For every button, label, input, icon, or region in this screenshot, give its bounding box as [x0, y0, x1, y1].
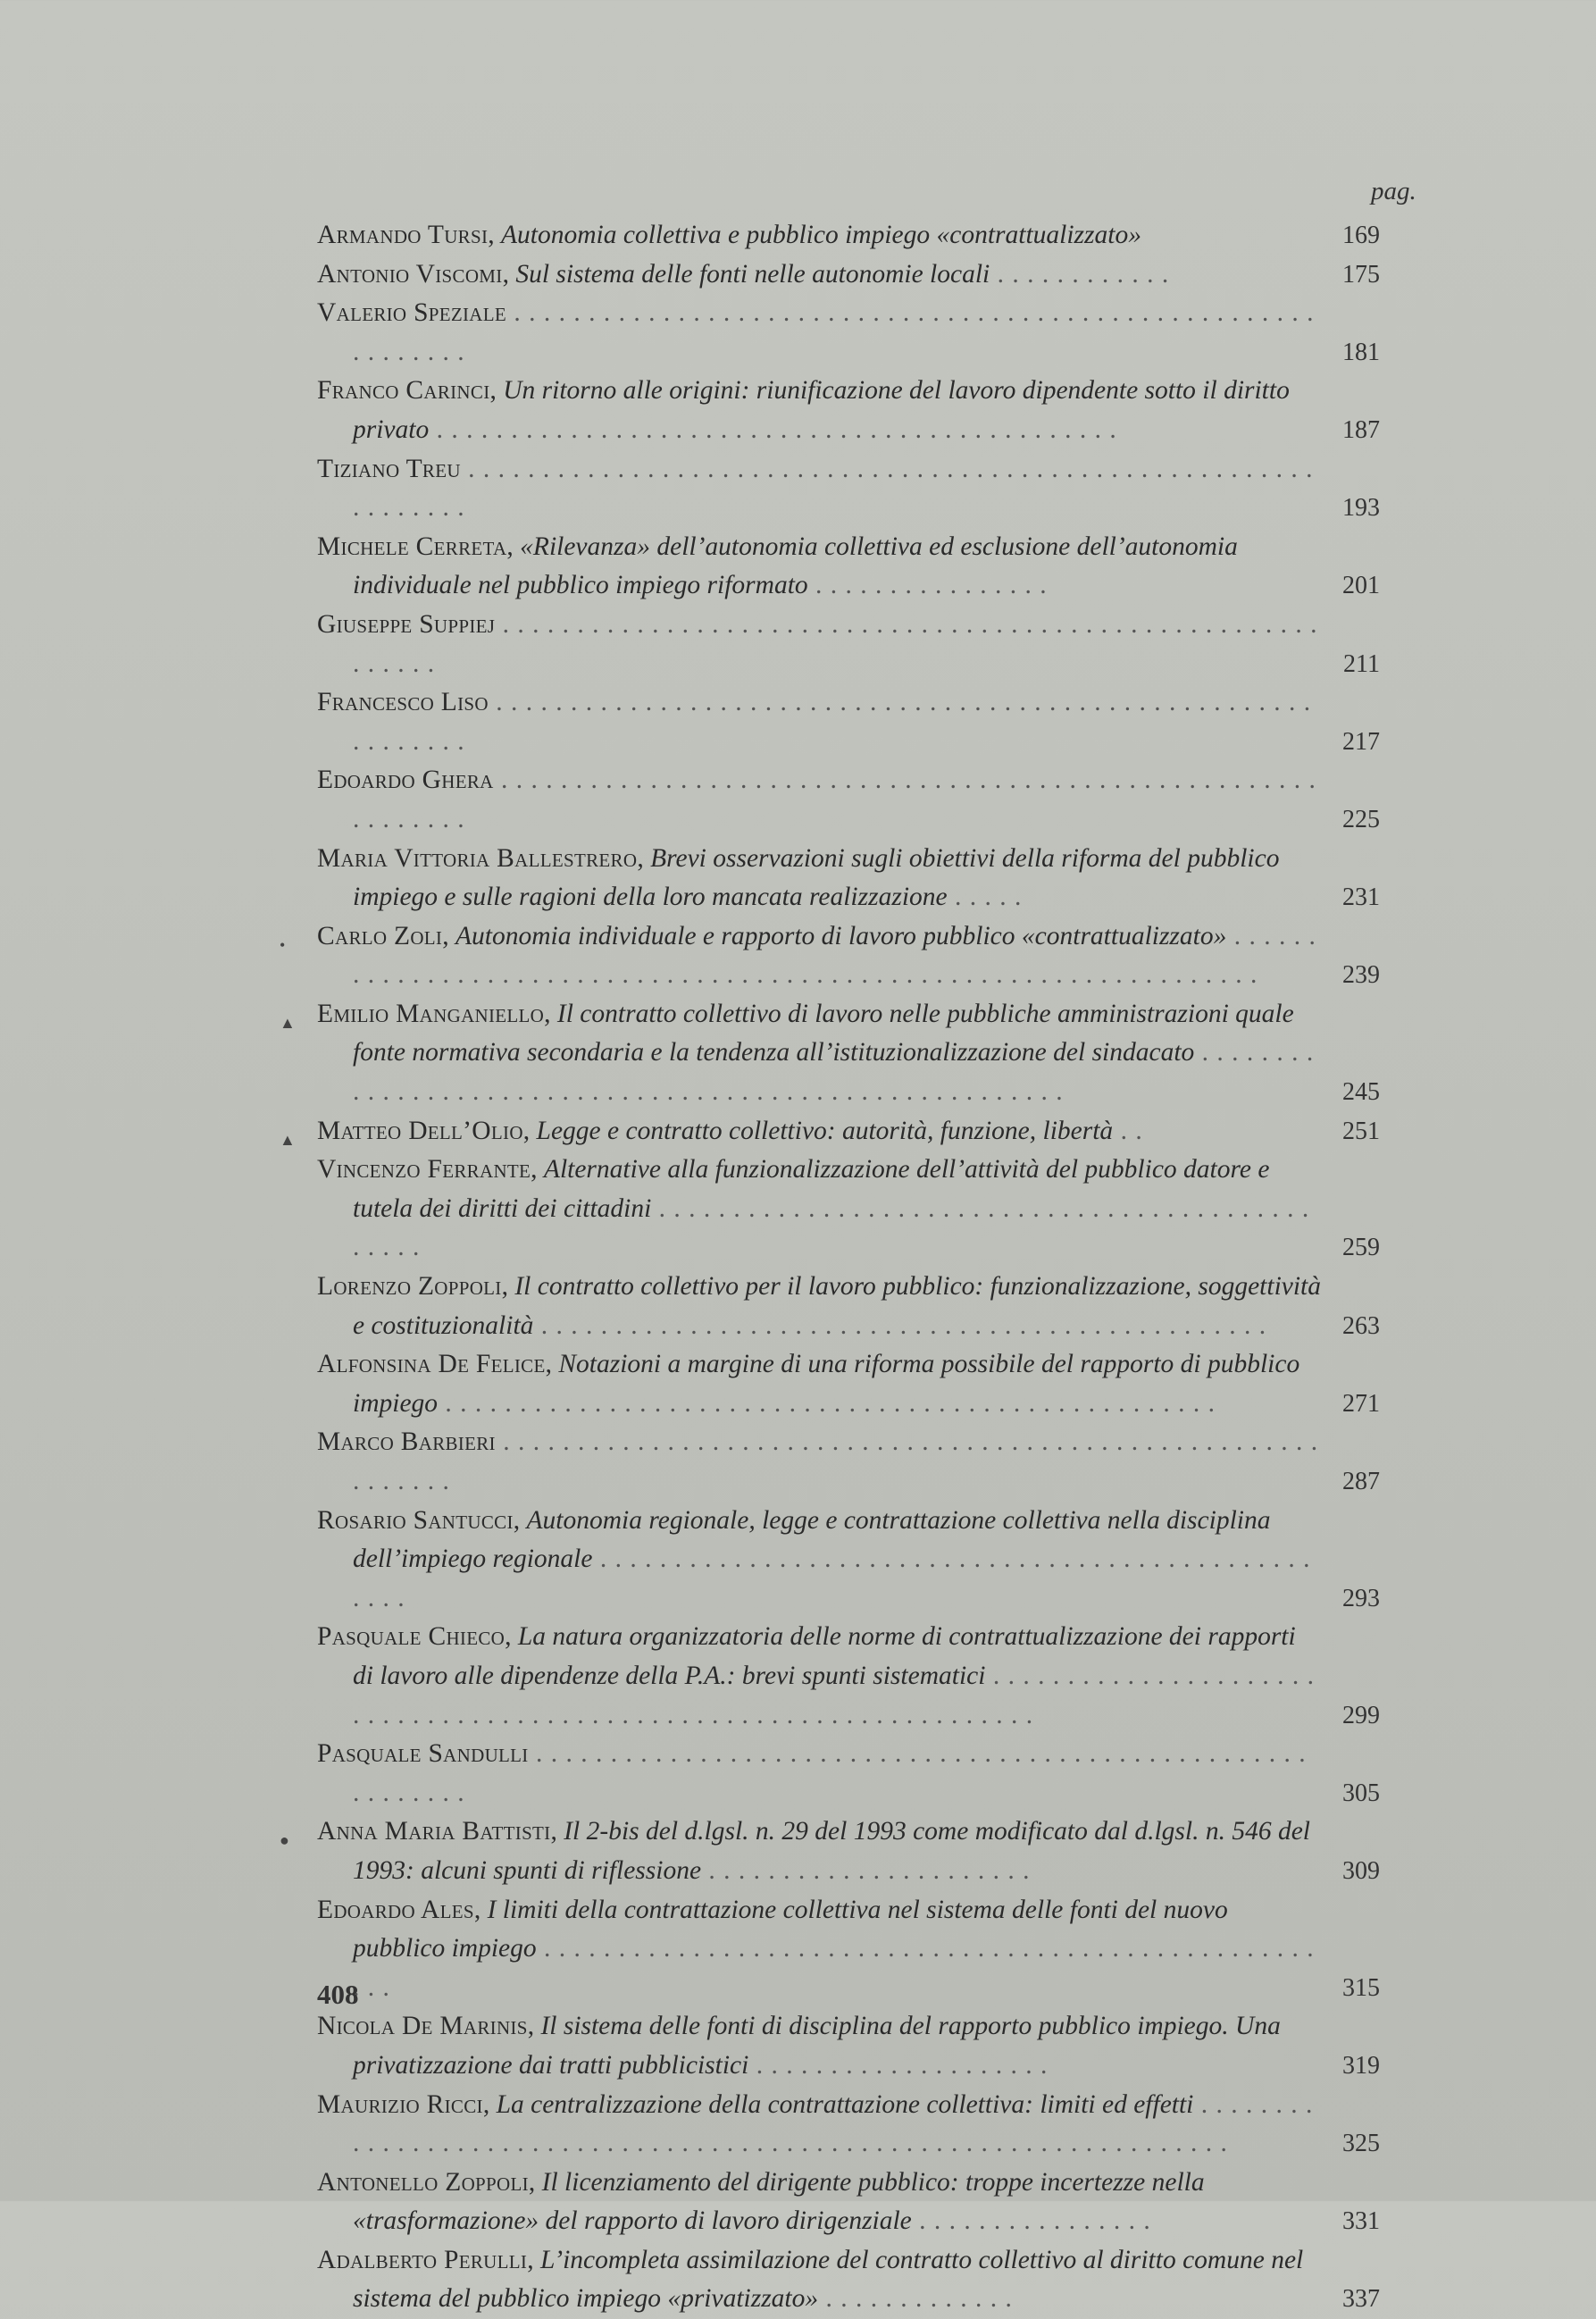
entry-page-number: 175 — [1342, 260, 1380, 289]
entry-separator: , — [528, 2167, 542, 2197]
leader-dots: . . . . . . . . . . . . . . . . . . . . . . . . . . . . . . . . . . . . . . . . . . . . . . . . . . . . . . . . — [353, 1038, 1315, 1107]
entry-separator: , — [489, 376, 504, 406]
entry-author: Antonello Zoppoli — [317, 2167, 529, 2197]
leader-dots: . . . . . . . . . . . . . . . . . . . . . . . . . . . . . . . . . . . . . . . . . . . . . . . . . . . . — [438, 1388, 1216, 1418]
toc-entry — [280, 995, 1380, 1112]
entry-author: Anna Maria Battisti — [317, 1817, 551, 1846]
entry-author: Edoardo Ghera — [317, 766, 494, 795]
toc-entry — [317, 606, 1380, 683]
entry-page-number: 201 — [1342, 572, 1380, 600]
leader-dots: . . — [1113, 1116, 1143, 1145]
toc-entry — [280, 1813, 1380, 1890]
leader-dots: . . . . . . . . . . . . . . . . . . . . . . . . . . . . . . . . . . . . . . . . . . . . . . . . . . . . . . . . . . . . . — [353, 609, 1318, 678]
entry-author: Francesco Liso — [317, 688, 489, 717]
entry-title: Il contratto collettivo per il lavoro pubblico: funzionalizzazione, soggettività e costituzionalità — [353, 1272, 1322, 1340]
entry-title: La centralizzazione della contrattazione collettiva: limiti ed effetti — [496, 2089, 1194, 2119]
entry-page-number: 169 — [1342, 222, 1380, 249]
leader-dots: . . . . . . . . . . . . . . . . — [911, 2206, 1151, 2236]
entry-page-number: 319 — [1342, 2051, 1380, 2080]
leader-dots: . . . . . . . . . . . . . . . . . . . . — [748, 2050, 1049, 2080]
leader-dots: . . . . . . . . . . . . . . . . . . . . . . . . . . . . . . . . . . . . . . . . . . . . . . . . . . . . . . . . . . . . . . — [353, 298, 1315, 366]
entry-separator: , — [442, 921, 455, 950]
entry-author: Franco Carinci — [317, 376, 490, 406]
leader-dots: . . . . . . . . . . . . . . . . . . . . . . . . . . . . . . . . . . . . . . . . . . . . . . . . . . . . — [353, 1545, 1311, 1612]
entry-page-number: 309 — [1342, 1856, 1380, 1885]
entry-title: Il contratto collettivo di lavoro nelle pubbliche amministrazioni quale fonte normativa secondaria e la tendenza all’istituzionalizzazione del sindacato — [353, 999, 1294, 1067]
entry-title: «Rilevanza» dell’autonomia collettiva ed esclusione dell’autonomia individuale nel pubblico impiego riformato — [353, 532, 1238, 600]
leader-dots: . . . . . . . . . . . . . . . . . . . . . . . . . . . . . . . . . . . . . . . . . . . . . . . . . . . . . . . . . . . . . . . — [353, 766, 1316, 833]
leader-dots: . . . . . . . . . . . . . . . . . . . . . . . . . . . . . . . . . . . . . . . . . . . . . . . . . . . . . . . . . . . . . . — [353, 1427, 1319, 1495]
entry-author: Michele Cerreta — [317, 532, 507, 561]
entry-separator: , — [505, 1622, 518, 1652]
entry-page-number: 181 — [1342, 338, 1380, 366]
entry-separator: , — [506, 532, 521, 561]
entry-title: La natura organizzatoria delle norme di contrattualizzazione dei rapporti di lavoro alle dipendenze della P.A.: brevi spunti sistematici — [353, 1622, 1296, 1690]
entry-page-number: 211 — [1343, 649, 1380, 678]
leader-dots: . . . . . . . . . . . . . . . . . . . . . . . . . . . . . . . . . . . . . . . . . . . . . . . . . — [353, 1193, 1310, 1262]
leader-dots: . . . . . . . . . . . . . . . . . . . . . . — [701, 1855, 1031, 1885]
entry-author: Matteo Dell’Olio — [317, 1116, 523, 1145]
toc-entry — [280, 1112, 1380, 1151]
entry-separator: , — [488, 221, 502, 249]
page-column-label: pag. — [1371, 177, 1416, 205]
toc-entry — [317, 1151, 1380, 1268]
entry-page-number: 225 — [1342, 805, 1380, 833]
entry-author: Tiziano Treu — [317, 454, 461, 483]
entry-title: Autonomia regionale, legge e contrattazione collettiva nella disciplina dell’impiego regionale — [353, 1505, 1271, 1574]
entry-author: Valerio Speziale — [317, 298, 507, 328]
entry-author: Rosario Santucci — [317, 1505, 514, 1535]
leader-dots: . . . . . . . . . . . . . . . . . . . . . . . . . . . . . . . . . . . . . . . . . . . . . . . . . . . . . . . — [353, 1934, 1315, 2002]
toc-entry — [317, 1268, 1380, 1345]
entry-author: Pasquale Sandulli — [317, 1739, 529, 1769]
toc-entry — [317, 294, 1380, 372]
leader-dots: . . . . . . . . . . . . . . . . . . . . . . . . . . . . . . . . . . . . . . . . . . . . . . . . . . . . . . . . . . . . . . . . . . . . — [353, 1661, 1315, 1729]
entry-page-number: 299 — [1342, 1701, 1380, 1729]
entry-page-number: 271 — [1342, 1389, 1380, 1418]
entry-title: Legge e contratto collettivo: autorità, funzione, libertà — [536, 1116, 1114, 1145]
entry-separator: , — [513, 1505, 527, 1535]
entry-page-number: 231 — [1342, 883, 1380, 912]
toc-entry — [317, 216, 1380, 255]
toc-entry — [317, 761, 1380, 839]
entry-page-number: 305 — [1342, 1779, 1380, 1807]
entry-author: Emilio Manganiello — [317, 999, 545, 1028]
entry-title: Il sistema delle fonti di disciplina del rapporto pubblico impiego. Una privatizzazione dai tratti pubblicistici — [353, 2012, 1281, 2080]
leader-dots: . . . . . . . . . . . . . . . . . . . . . . . . . . . . . . . . . . . . . . . . . . . . . . — [429, 414, 1117, 444]
entry-page-number: 259 — [1342, 1234, 1380, 1262]
toc-entry — [317, 2086, 1380, 2164]
toc-entry — [317, 840, 1380, 917]
leader-dots: . . . . . . . . . . . . . . . . . . . . . . . . . . . . . . . . . . . . . . . . . . . . . . . . . . . . . . . . . . . . . . . — [353, 688, 1312, 756]
entry-title: Notazioni a margine di una riforma possibile del rapporto di pubblico impiego — [353, 1350, 1300, 1418]
leader-dots: . . . . . . . . . . . . . . . . . . . . . . . . . . . . . . . . . . . . . . . . . . . . . . . . . . . . . . . . . . . . . . . . . — [353, 454, 1314, 523]
entry-author: Nicola De Marinis — [317, 2012, 528, 2041]
entry-page-number: 325 — [1342, 2130, 1380, 2158]
toc-entry — [317, 2007, 1380, 2085]
toc-entry — [317, 1345, 1380, 1423]
toc-entry — [317, 1891, 1380, 2008]
toc-entry — [317, 1618, 1380, 1735]
entry-title: Autonomia collettiva e pubblico impiego «contrattualizzato» — [501, 221, 1141, 249]
entry-author: Lorenzo Zoppoli — [317, 1272, 502, 1302]
entry-page-number: 239 — [1342, 961, 1380, 990]
toc-entry — [317, 1735, 1380, 1813]
entry-title: L’incompleta assimilazione del contratto collettivo al diritto comune nel sistema del pubblico impiego «privatizzato» — [353, 2245, 1304, 2314]
leader-dots: . . . . . — [947, 883, 1023, 912]
toc-entry — [317, 528, 1380, 606]
entry-separator: , — [545, 1350, 559, 1379]
entry-author: Pasquale Chieco — [317, 1622, 506, 1652]
entry-author: Alfonsina De Felice — [317, 1350, 546, 1379]
toc-entry — [280, 917, 1380, 995]
leader-dots: . . . . . . . . . . . . . . . . . . . . . . . . . . . . . . . . . . . . . . . . . . . . . . . . . . . . . . . . . . . . . . . . . . . — [353, 921, 1316, 990]
leader-dots: . . . . . . . . . . . . . . . . . . . . . . . . . . . . . . . . . . . . . . . . . . . . . . . . . — [533, 1310, 1267, 1340]
entry-page-number: 315 — [1342, 1973, 1380, 2002]
entry-separator: , — [522, 1116, 537, 1145]
toc-entry — [317, 1423, 1380, 1501]
entry-title: Sul sistema delle fonti nelle autonomie locali — [515, 259, 990, 289]
entry-separator: , — [550, 1817, 564, 1846]
leader-dots: . . . . . . . . . . . . . . . . — [807, 571, 1048, 600]
entry-page-number: 287 — [1342, 1468, 1380, 1495]
leader-dots: . . . . . . . . . . . . . . . . . . . . . . . . . . . . . . . . . . . . . . . . . . . . . . . . . . . . . . . . . . . . — [353, 1739, 1307, 1807]
entry-title: Il 2-bis del d.lgsl. n. 29 del 1993 come modificato dal d.lgsl. n. 546 del 1993: alcuni spunti di riflessione — [353, 1817, 1310, 1885]
entry-author: Giuseppe Suppiej — [317, 609, 496, 639]
entry-title: Un ritorno alle origini: riunificazione del lavoro dipendente sotto il diritto privato — [353, 376, 1290, 444]
entry-author: Maurizio Ricci — [317, 2089, 483, 2119]
toc-entry — [317, 372, 1380, 449]
entry-page-number: 245 — [1342, 1078, 1380, 1107]
toc-entry — [317, 1502, 1380, 1619]
entry-author: Carlo Zoli — [317, 921, 443, 950]
leader-dots: . . . . . . . . . . . . . — [818, 2284, 1013, 2314]
margin-mark: ▲ — [280, 1130, 296, 1149]
leader-dots: . . . . . . . . . . . . — [990, 259, 1170, 289]
entry-author: Antonio Viscomi — [317, 259, 503, 289]
entry-author: Maria Vittoria Ballestrero — [317, 843, 638, 873]
entry-title: Il licenziamento del dirigente pubblico: troppe incertezze nella «trasformazione» del rapporto di lavoro dirigenziale — [353, 2167, 1205, 2236]
entry-separator: , — [473, 1895, 488, 1924]
entry-page-number: 187 — [1342, 415, 1380, 444]
entry-page-number: 217 — [1342, 727, 1380, 756]
entry-author: Vincenzo Ferrante — [317, 1155, 531, 1185]
toc-entry — [317, 2241, 1380, 2319]
entry-author: Marco Barbieri — [317, 1427, 496, 1457]
entry-author: Edoardo Ales — [317, 1895, 474, 1924]
entry-author: Armando Tursi — [317, 221, 489, 249]
entry-separator: , — [501, 1272, 515, 1302]
entry-page-number: 251 — [1342, 1117, 1380, 1145]
table-of-contents — [280, 216, 1380, 2319]
entry-author: Adalberto Perulli — [317, 2245, 528, 2274]
entry-page-number: 337 — [1342, 2285, 1380, 2314]
entry-page-number: 193 — [1342, 494, 1380, 523]
entry-page-number: 263 — [1342, 1311, 1380, 1340]
entry-title: Brevi osservazioni sugli obiettivi della riforma del pubblico impiego e sulle ragioni della loro mancata realizzazione — [353, 843, 1280, 912]
entry-title: I limiti della contrattazione collettiva nel sistema delle fonti del nuovo pubblico impiego — [353, 1895, 1228, 1963]
entry-page-number: 293 — [1342, 1584, 1380, 1612]
leader-dots: . . . . . . . . . . . . . . . . . . . . . . . . . . . . . . . . . . . . . . . . . . . . . . . . . . . . . . . . . . . . . . . . . . . — [353, 2089, 1314, 2158]
entry-separator: , — [527, 2245, 540, 2274]
entry-separator: , — [544, 999, 557, 1028]
entry-separator: , — [502, 259, 516, 289]
toc-entry — [317, 683, 1380, 761]
entry-title: Autonomia individuale e rapporto di lavoro pubblico «contrattualizzato» — [455, 921, 1227, 950]
entry-title: Alternative alla funzionalizzazione dell’attività del pubblico datore e tutela dei diritti dei cittadini — [353, 1155, 1270, 1223]
toc-entry — [317, 2164, 1380, 2241]
page-number: 408 — [317, 1979, 359, 2010]
entry-separator: , — [531, 1155, 544, 1185]
toc-entry — [317, 255, 1380, 295]
entry-separator: , — [637, 843, 651, 873]
toc-entry — [317, 450, 1380, 528]
entry-page-number: 331 — [1342, 2207, 1380, 2236]
margin-mark: ▲ — [280, 1013, 296, 1032]
entry-separator: , — [482, 2089, 497, 2119]
margin-mark: • — [280, 935, 286, 954]
margin-mark: ● — [280, 1831, 289, 1850]
entry-separator: , — [527, 2012, 541, 2041]
